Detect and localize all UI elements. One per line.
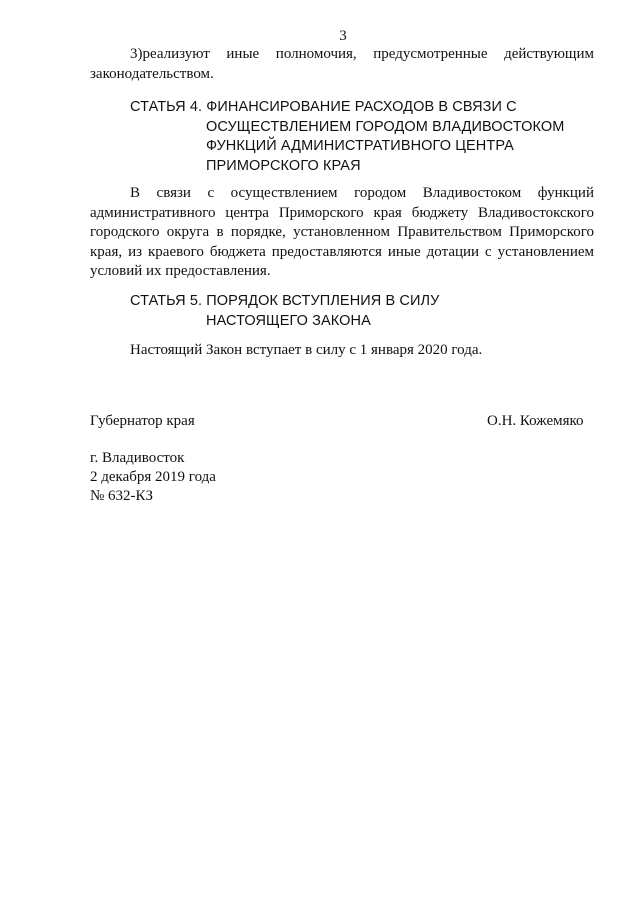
article-4-heading-line-1: СТАТЬЯ 4. ФИНАНСИРОВАНИЕ РАСХОДОВ В СВЯЗИ С [130, 99, 517, 115]
signatory-name: О.Н. Кожемяко [487, 413, 584, 429]
article-4-heading-line-4: ПРИМОРСКОГО КРАЯ [206, 157, 361, 174]
article-4-heading [130, 98, 564, 176]
article-5-heading-line-2: НАСТОЯЩЕГО ЗАКОНА [206, 312, 371, 329]
signatory-title: Губернатор края [90, 413, 195, 429]
article-5-heading-line-1: СТАТЬЯ 5. ПОРЯДОК ВСТУПЛЕНИЯ В СИЛУ [130, 293, 440, 309]
article-5-text: Настоящий Закон вступает в силу с 1 января 2020 года. [130, 342, 483, 358]
law-number: № 632-КЗ [90, 488, 154, 504]
article-5-heading [130, 292, 439, 331]
article-4-paragraph [90, 184, 594, 282]
clause-3-text: 3)реализуют иные полномочия, предусмотренные действующим законодательством. [90, 46, 594, 82]
signing-city: г. Владивосток [90, 450, 185, 466]
page-number: 3 [339, 28, 347, 44]
signing-date: 2 декабря 2019 года [90, 469, 216, 485]
clause-3-paragraph [90, 45, 594, 84]
article-4-heading-line-2: ОСУЩЕСТВЛЕНИЕМ ГОРОДОМ ВЛАДИВОСТОКОМ [206, 118, 565, 135]
document-footer [90, 449, 216, 506]
article-4-text: В связи с осуществлением городом Владивостоком функций административного центра Приморского края бюджету Владивостокского городского округа в порядке, установленном Правительством Приморского края, из краевого бюджета предоставляются иные дотации с установлением условий их предоставления. [90, 185, 594, 279]
article-4-heading-line-3: ФУНКЦИЙ АДМИНИСТРАТИВНОГО ЦЕНТРА [206, 138, 514, 154]
